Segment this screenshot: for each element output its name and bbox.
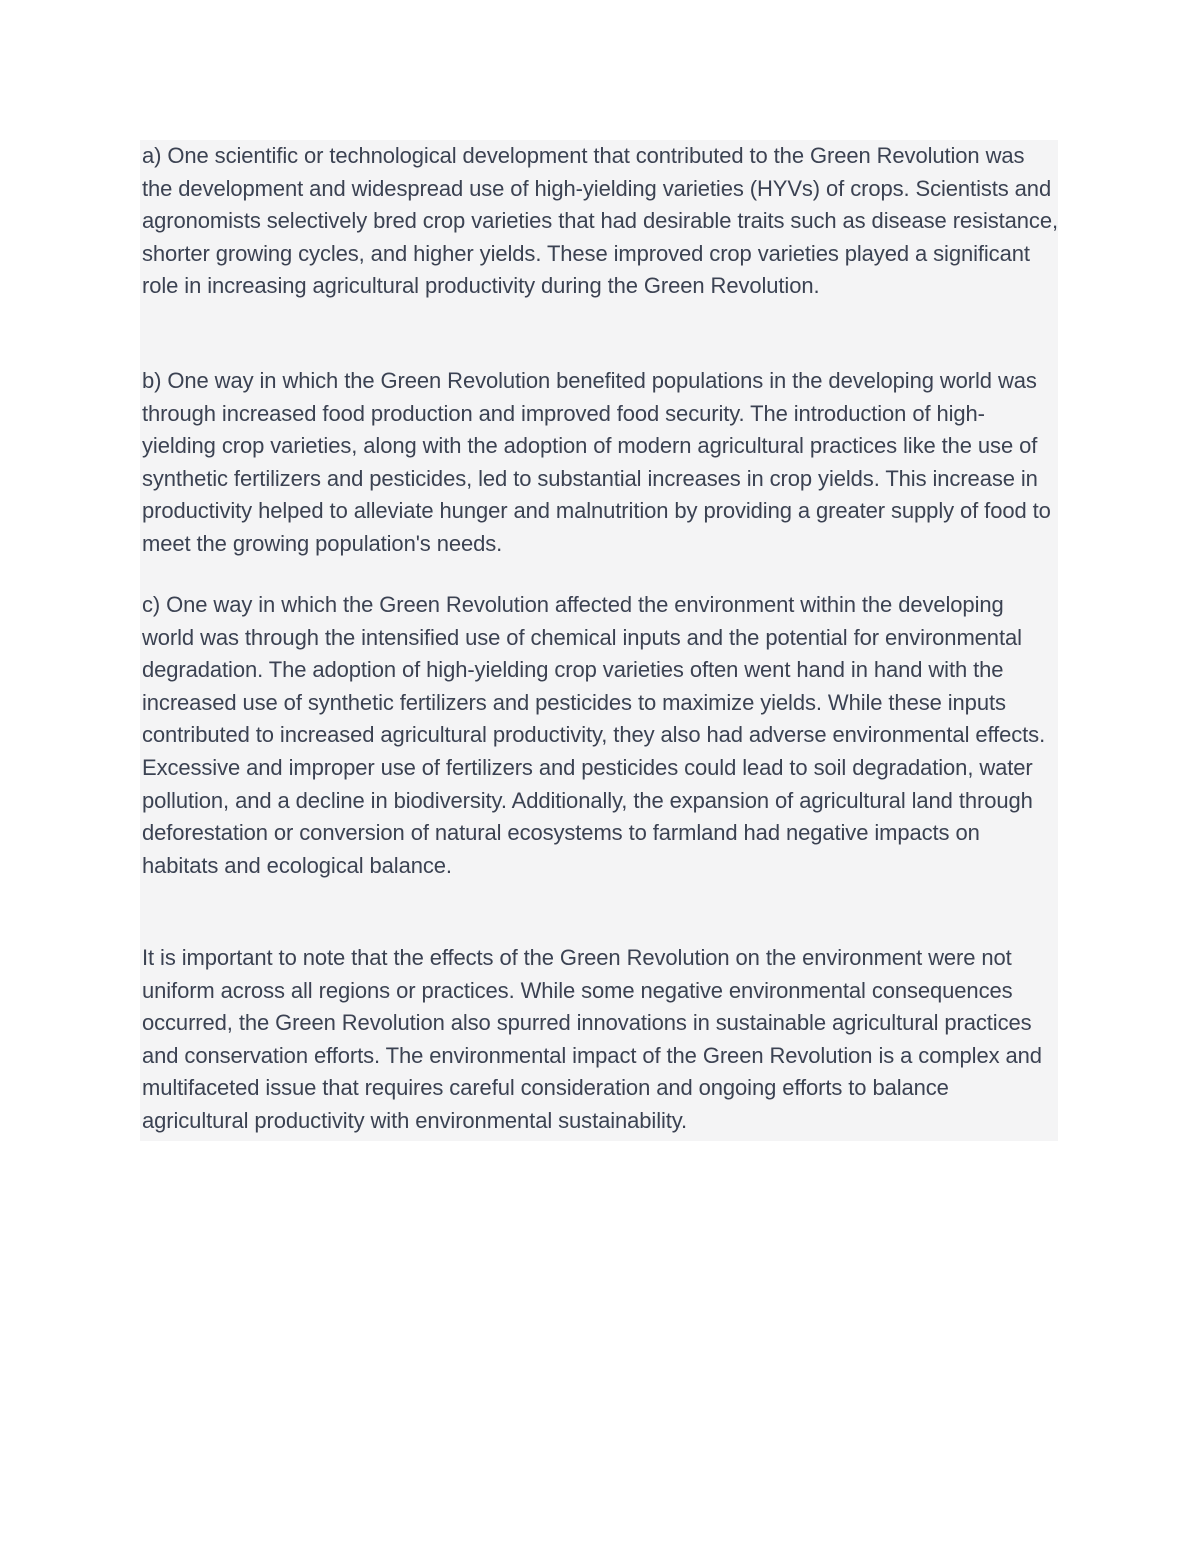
paragraph-part-b: b) One way in which the Green Revolution benefited populations in the developing world was through increased food production and improved food security. The introduction of high-yielding crop varieties, along with the adoption of modern agricultural practices like the use of synthetic fertilizers and pesticides, led to substantial increases in crop yields. This increase in productivity helped to alleviate hunger and malnutrition by providing a greater supply of food to meet the growing population's needs. — [142, 368, 1051, 556]
answer-text-block — [140, 140, 1058, 1141]
paragraph-part-a: a) One scientific or technological development that contributed to the Green Revolution was the development and widespread use of high-yielding varieties (HYVs) of crops. Scientists and agronomists selectively bred crop varieties that had desirable traits such as disease resistance, shorter growing cycles, and higher yields. These improved crop varieties played a significant role in increasing agricultural productivity during the Green Revolution. — [142, 143, 1058, 299]
paragraph-closing-note: It is important to note that the effects of the Green Revolution on the environment were not uniform across all regions or practices. While some negative environmental consequences occurred, the Green Revolution also spurred innovations in sustainable agricultural practices and conservation efforts. The environmental impact of the Green Revolution is a complex and multifaceted issue that requires careful consideration and ongoing efforts to balance agricultural productivity with environmental sustainability. — [142, 945, 1042, 1133]
paragraph-part-c: c) One way in which the Green Revolution affected the environment within the developing world was through the intensified use of chemical inputs and the potential for environmental degradation. The adoption of high-yielding crop varieties often went hand in hand with the increased use of synthetic fertilizers and pesticides to maximize yields. While these inputs contributed to increased agricultural productivity, they also had adverse environmental effects. Excessive and improper use of fertilizers and pesticides could lead to soil degradation, water pollution, and a decline in biodiversity. Additionally, the expansion of agricultural land through deforestation or conversion of natural ecosystems to farmland had negative impacts on habitats and ecological balance. — [142, 592, 1046, 878]
